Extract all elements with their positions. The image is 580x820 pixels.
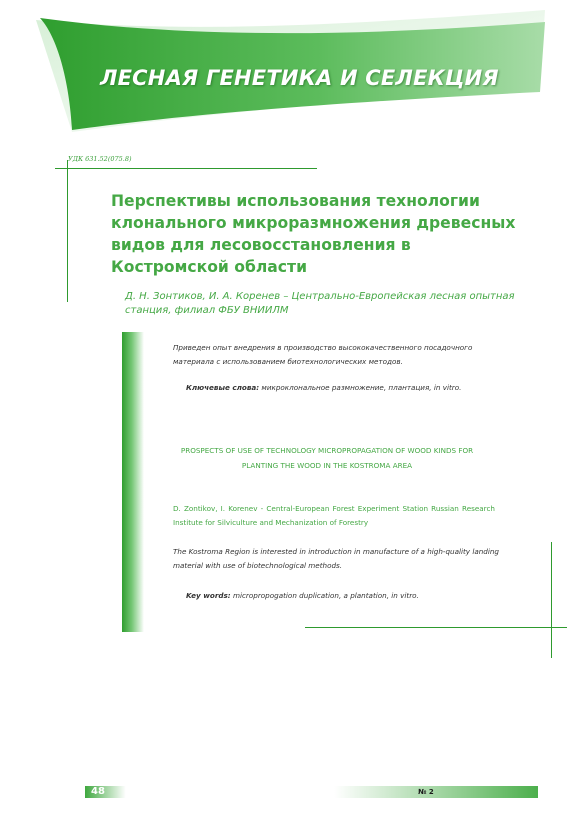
article-authors: Д. Н. Зонтиков, И. А. Коренев – Центрально-Европейская лесная опытная станция, филиал ФБУ ВНИИЛМ: [125, 291, 515, 316]
divider-top: [55, 168, 317, 169]
english-title: PROSPECTS OF USE OF TECHNOLOGY MICROPROPAGATION OF WOOD KINDS FOR PLANTING THE WOOD IN THE KOSTROMA AREA: [180, 446, 474, 470]
keywords-en-label: Key words:: [186, 591, 231, 600]
divider-right: [551, 542, 552, 658]
english-authors: D. Zontikov, I. Korenev - Central-European Forest Experiment Station Russian Research Institute for Silviculture and Mechanization of Forestry: [173, 504, 495, 527]
page-number: 48: [91, 786, 105, 797]
keywords-en-text: micropropogation duplication, a plantation, in vitro.: [230, 591, 419, 600]
abstract-en: The Kostroma Region is interested in introduction in manufacture of a high-quality landing material with use of biotechnological methods.: [173, 547, 499, 570]
decorative-gradient-bar: [122, 332, 144, 632]
keywords-ru-label: Ключевые слова:: [186, 383, 260, 392]
divider-bottom: [305, 627, 567, 628]
udc-code: УДК 631.52(075.8): [68, 155, 132, 163]
article-title: Перспективы использования технологии клонального микроразмножения древесных видов для лесовосстановления в Костромской области: [111, 192, 516, 276]
abstract-ru: Приведен опыт внедрения в производство высококачественного посадочного материала с использованием биотехнологических методов.: [173, 343, 473, 366]
divider-left: [67, 160, 68, 302]
keywords-en: [186, 591, 419, 600]
keywords-ru-text: микроклональное размножение, плантация, in vitro.: [259, 383, 462, 392]
issue-number: № 2: [418, 788, 434, 796]
footer-bar: [85, 786, 538, 798]
keywords-ru: [186, 383, 461, 392]
section-title: ЛЕСНАЯ ГЕНЕТИКА И СЕЛЕКЦИЯ: [100, 66, 499, 90]
